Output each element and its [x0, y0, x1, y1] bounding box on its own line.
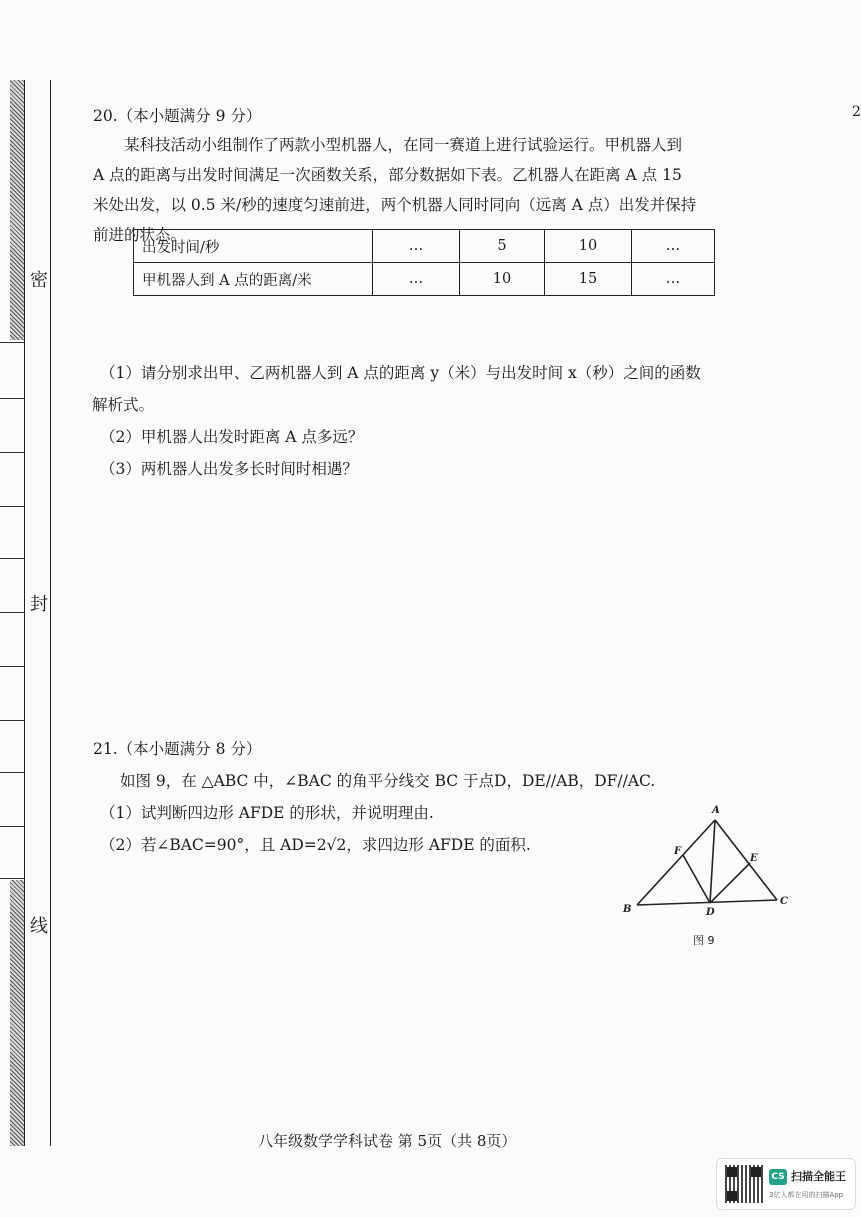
table-cell: 10 — [460, 263, 545, 296]
table-row — [134, 230, 715, 263]
margin-tick — [0, 506, 24, 507]
margin-tick — [0, 452, 24, 453]
q20-line-2: A 点的距离与出发时间满足一次函数关系，部分数据如下表。乙机器人在距离 A 点 15 — [93, 166, 682, 184]
q21-sub-1: （1）试判断四边形 AFDE 的形状，并说明理由. — [100, 804, 434, 822]
q21-sub-2: （2）若∠BAC=90°，且 AD=2√2，求四边形 AFDE 的面积. — [100, 836, 531, 854]
margin-tick — [0, 398, 24, 399]
point-label-b: B — [623, 904, 632, 915]
page-number-mark: 2 — [852, 104, 861, 120]
q20-heading: 20.（本小题满分 9 分） — [93, 107, 262, 125]
point-label-f: F — [674, 846, 682, 857]
q20-line-4: 前进的状态。 — [93, 226, 187, 244]
seal-char-xian: 线 — [30, 916, 48, 937]
q20-sub-2: （2）甲机器人出发时距离 A 点多远？ — [100, 428, 364, 446]
q20-subquestions — [92, 357, 780, 485]
margin-tick — [0, 666, 24, 667]
hatched-band-bottom — [10, 880, 24, 1146]
page-footer: 八年级数学学科试卷 第 5页（共 8页） — [258, 1132, 517, 1150]
watermark-tagline: 3亿人都在用的扫描App — [769, 1191, 844, 1199]
q20-sub-1-cont: 解析式。 — [92, 396, 155, 414]
q20-sub-1: （1）请分别求出甲、乙两机器人到 A 点的距离 y（米）与出发时间 x（秒）之间的函数 — [100, 364, 701, 382]
scanner-watermark — [716, 1158, 856, 1210]
margin-tick — [0, 612, 24, 613]
hatched-band-top — [10, 80, 24, 340]
margin-line-inner — [24, 80, 25, 1146]
seal-char-mi: 密 — [30, 270, 48, 291]
margin-line-outer — [50, 80, 51, 1146]
margin-tick — [0, 342, 24, 343]
point-label-d: D — [706, 907, 715, 918]
table-cell: 出发时间/秒 — [134, 230, 373, 263]
point-label-a: A — [712, 805, 720, 816]
binding-margin — [0, 80, 52, 1146]
q21-heading: 21.（本小题满分 8 分） — [93, 740, 262, 758]
seal-char-feng: 封 — [30, 594, 48, 615]
q20-line-1: 某科技活动小组制作了两款小型机器人，在同一赛道上进行试验运行。甲机器人到 — [124, 136, 683, 154]
figure-caption: 图 9 — [693, 934, 715, 947]
table-cell: … — [632, 263, 715, 296]
point-label-e: E — [750, 853, 758, 864]
margin-tick — [0, 720, 24, 721]
table-row — [134, 263, 715, 296]
margin-tick — [0, 772, 24, 773]
table-cell: … — [373, 263, 460, 296]
q20-data-table — [133, 229, 715, 296]
q20-sub-3: （3）两机器人出发多长时间时相遇？ — [100, 460, 358, 478]
q20-line-3: 米处出发，以 0.5 米/秒的速度匀速前进，两个机器人同时同向（远离 A 点）出发并保持 — [93, 196, 697, 214]
table-cell: 10 — [545, 230, 632, 263]
camscanner-logo: CS — [769, 1169, 787, 1185]
watermark-app-name: 扫描全能王 — [791, 1170, 846, 1183]
margin-tick — [0, 558, 24, 559]
figure-9 — [615, 800, 795, 950]
q21-intro: 如图 9，在 △ABC 中，∠BAC 的角平分线交 BC 于点D，DE//AB，DF//AC. — [120, 772, 656, 790]
margin-tick — [0, 878, 24, 879]
table-cell: 5 — [460, 230, 545, 263]
table-cell: … — [632, 230, 715, 263]
point-label-c: C — [780, 896, 788, 907]
margin-tick — [0, 826, 24, 827]
qr-code-icon — [725, 1165, 763, 1203]
table-cell: … — [373, 230, 460, 263]
table-cell: 甲机器人到 A 点的距离/米 — [134, 263, 373, 296]
table-cell: 15 — [545, 263, 632, 296]
